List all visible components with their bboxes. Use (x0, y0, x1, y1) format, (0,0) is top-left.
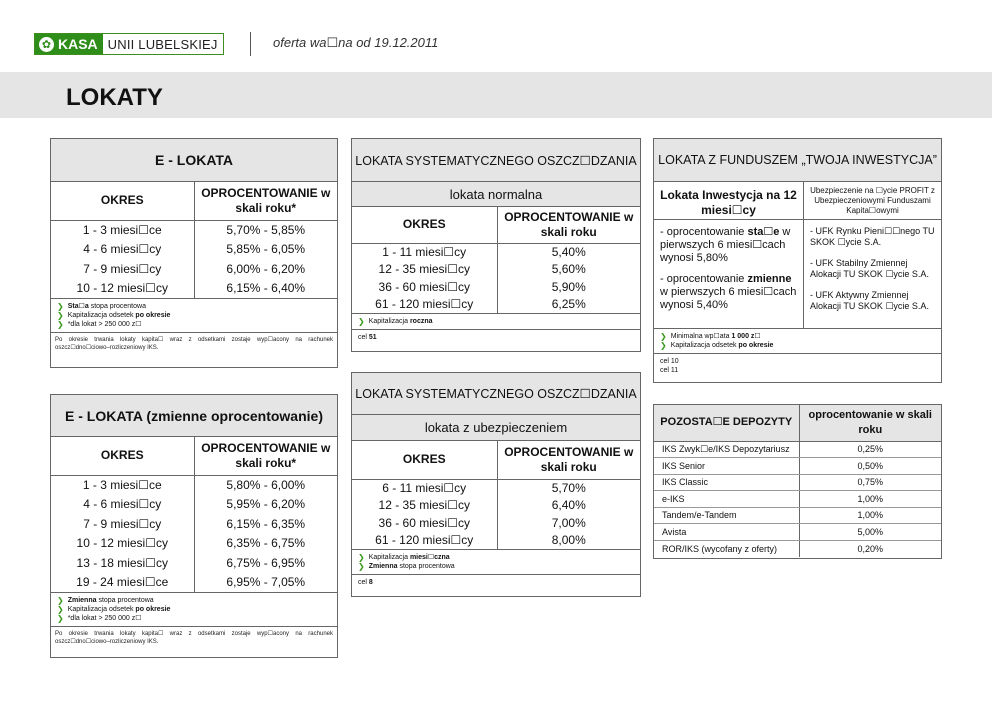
rate-cell: 6,95% - 7,05% (194, 573, 337, 593)
table-row (51, 279, 337, 299)
deposit-name-cell: Avista (654, 524, 799, 541)
fund-right-item: - UFK Aktywny Zmiennej Alokacji TU SKOK ☐ycie S.A. (810, 290, 929, 311)
table-row (51, 514, 337, 534)
table-row (352, 261, 640, 279)
e-lokata-zmienne-table (51, 437, 337, 592)
okres-cell: 36 - 60 miesi☐cy (378, 515, 470, 530)
okres-cell: 12 - 35 miesi☐cy (378, 262, 470, 277)
table-row (352, 514, 640, 532)
rate-cell: 8,00% (497, 532, 640, 550)
note-text: Kapitalizacja miesi☐czna (368, 554, 450, 561)
table-row (51, 573, 337, 593)
chevron-right-icon: ❯ (358, 317, 365, 326)
sys-ins-notes (352, 549, 640, 574)
fund-right-item: - UFK Stabilny Zmiennej Alokacji TU SKOK ☐ycie S.A. (810, 258, 929, 279)
table-row (654, 491, 941, 508)
deposit-rate-cell: 0,75% (799, 474, 941, 491)
logo-unii-text: UNII LUBELSKIEJ (103, 34, 223, 54)
col-okres: OKRES (51, 182, 194, 220)
okres-cell: 61 - 120 miesi☐cy (375, 297, 474, 312)
header (0, 0, 992, 72)
note-text: Kapitalizacja odsetek po okresie (67, 312, 171, 319)
table-row (352, 296, 640, 314)
rate-cell: 7,00% (497, 514, 640, 532)
table-row (352, 497, 640, 515)
note-item (57, 596, 331, 605)
deposit-name-cell: IKS Classic (654, 474, 799, 491)
chevron-right-icon: ❯ (57, 605, 64, 614)
col-oprocentowanie: OPROCENTOWANIE w skali roku (497, 207, 640, 243)
header-divider (250, 32, 251, 56)
okres-cell: 7 - 9 miesi☐cy (83, 261, 162, 276)
sys-normal-table (352, 207, 640, 313)
rate-cell: 5,70% - 5,85% (194, 220, 337, 240)
rate-cell: 6,00% - 6,20% (194, 259, 337, 279)
fund-cel-1: cel 10 (660, 358, 679, 365)
offer-validity: oferta wa☐na od 19.12.2011 (273, 35, 439, 50)
note-item (57, 614, 331, 623)
okres-cell: 4 - 6 miesi☐cy (83, 242, 162, 257)
chevron-right-icon: ❯ (57, 596, 64, 605)
rate-cell: 6,15% - 6,40% (194, 279, 337, 299)
deposits-rows (654, 441, 941, 557)
sys-ins-table (352, 441, 640, 549)
fund-cel-2: cel 11 (660, 367, 679, 374)
chevron-right-icon: ❯ (57, 302, 64, 311)
logo-emblem-icon: ✿ (39, 37, 54, 52)
okres-cell: 1 - 11 miesi☐cy (382, 245, 467, 259)
okres-cell: 19 - 24 miesi☐ce (76, 575, 169, 590)
sys-normal-title: LOKATA SYSTEMATYCZNEGO OSZCZ☐DZANIA (352, 139, 640, 182)
okres-cell: 13 - 18 miesi☐cy (76, 555, 168, 570)
note-text: Kapitalizacja roczna (368, 318, 433, 325)
deposit-rate-cell: 0,20% (799, 540, 941, 557)
col-okres: OKRES (352, 207, 497, 243)
note-item (660, 332, 935, 341)
note-text: Kapitalizacja odsetek po okresie (67, 606, 171, 613)
col-oprocentowanie: OPROCENTOWANIE w skali roku* (194, 437, 337, 475)
sys-ins-box (351, 372, 641, 597)
note-text: Kapitalizacja odsetek po okresie (670, 342, 774, 349)
e-lokata-zmienne-box (50, 394, 338, 658)
note-text: Minimalna wp☐ata 1 000 z☐ (670, 333, 761, 340)
rate-cell: 5,90% (497, 278, 640, 296)
logo-kasa (35, 34, 103, 54)
sys-ins-subtitle: lokata z ubezpieczeniem (352, 415, 640, 441)
table-row (51, 240, 337, 260)
deposit-rate-cell: 1,00% (799, 507, 941, 524)
okres-cell: 7 - 9 miesi☐cy (83, 516, 162, 531)
col-oprocentowanie: OPROCENTOWANIE w skali roku* (194, 182, 337, 220)
rate-cell: 5,70% (497, 479, 640, 497)
table-row (654, 458, 941, 475)
table-row (51, 553, 337, 573)
okres-cell: 61 - 120 miesi☐cy (375, 533, 474, 548)
fund-right-head: Ubezpieczenie na ☐ycie PROFIT z Ubezpieczeniowymi Funduszami Kapita☐owymi (804, 182, 941, 220)
deposit-name-cell: IKS Zwyk☐e/IKS Depozytariusz (654, 441, 799, 458)
table-row (51, 495, 337, 515)
deposits-box (653, 404, 942, 559)
table-row (654, 507, 941, 524)
rate-cell: 6,25% (497, 296, 640, 314)
rate-cell: 5,80% - 6,00% (194, 475, 337, 495)
table-row (654, 540, 941, 557)
sys-normal-subtitle: lokata normalna (352, 182, 640, 207)
rate-cell: 5,85% - 6,05% (194, 240, 337, 260)
sys-ins-title: LOKATA SYSTEMATYCZNEGO OSZCZ☐DZANIA (352, 373, 640, 415)
rate-cell: 5,95% - 6,20% (194, 495, 337, 515)
note-item (57, 311, 331, 320)
table-row (654, 441, 941, 458)
e-lokata-zmienne-rows (51, 475, 337, 592)
deposit-rate-cell: 0,50% (799, 458, 941, 475)
table-row (51, 259, 337, 279)
col-oprocentowanie: OPROCENTOWANIE w skali roku (497, 441, 640, 479)
fund-right-item: - UFK Rynku Pieni☐☐nego TU SKOK ☐ycie S.A. (810, 226, 935, 247)
table-row (51, 220, 337, 240)
okres-cell: 1 - 3 miesi☐ce (82, 478, 162, 492)
page-title: LOKATY (66, 84, 163, 111)
chevron-right-icon: ❯ (358, 553, 365, 562)
chevron-right-icon: ❯ (57, 614, 64, 623)
okres-cell: 12 - 35 miesi☐cy (378, 498, 470, 513)
e-lokata-title: E - LOKATA (51, 139, 337, 182)
col-okres: OKRES (352, 441, 497, 479)
note-text: *dla lokat > 250 000 z☐ (67, 615, 142, 622)
fund-cel (654, 353, 941, 378)
fund-content (654, 182, 941, 329)
rate-cell: 5,40% (497, 243, 640, 261)
deposit-rate-cell: 5,00% (799, 524, 941, 541)
sys-ins-cel: cel 8 (352, 574, 640, 590)
okres-cell: 6 - 11 miesi☐cy (382, 481, 467, 495)
table-row (51, 534, 337, 554)
e-lokata-zmienne-footnote: Po okresie trwania lokaty kapita☐ wraz z odsetkami zostaje wyp☐acony na rachunek oszcz☐dno☐ciowo–rozliczeniowy IKS. (51, 626, 337, 649)
rate-cell: 6,40% (497, 497, 640, 515)
fund-box (653, 138, 942, 383)
sys-normal-cel: cel 51 (352, 329, 640, 345)
note-text: Zmienna stopa procentowa (67, 597, 154, 604)
note-item (358, 317, 634, 326)
fund-left-items (654, 220, 803, 326)
rate-cell: 6,75% - 6,95% (194, 553, 337, 573)
deposit-name-cell: Tandem/e-Tandem (654, 507, 799, 524)
e-lokata-table (51, 182, 337, 298)
e-lokata-zmienne-notes (51, 592, 337, 626)
deposit-name-cell: ROR/IKS (wycofany z oferty) (662, 543, 778, 554)
fund-notes (654, 329, 941, 353)
okres-cell: 10 - 12 miesi☐cy (76, 281, 168, 296)
fund-title: LOKATA Z FUNDUSZEM „TWOJA INWESTYCJA” (654, 139, 941, 182)
fund-right-col (804, 182, 941, 328)
note-text: Sta☐a stopa procentowa (67, 303, 146, 310)
okres-cell: 1 - 3 miesi☐ce (82, 223, 162, 237)
e-lokata-rows (51, 220, 337, 298)
fund-left-head: Lokata Inwestycja na 12 miesi☐cy (654, 182, 803, 220)
note-item (57, 320, 331, 329)
deposit-name-cell: IKS Senior (654, 458, 799, 475)
chevron-right-icon: ❯ (660, 332, 667, 341)
deposit-name-cell: e-IKS (654, 491, 799, 508)
e-lokata-zmienne-title: E - LOKATA (zmienne oprocentowanie) (51, 395, 337, 437)
note-item (660, 341, 935, 350)
table-row (352, 532, 640, 550)
e-lokata-footnote: Po okresie trwania lokaty kapita☐ wraz z odsetkami zostaje wyp☐acony na rachunek oszcz☐dno☐ciowo–rozliczeniowy IKS. (51, 332, 337, 355)
note-item (358, 553, 634, 562)
col-deposit-rate: oprocentowanie w skali roku (799, 405, 941, 441)
table-row (352, 278, 640, 296)
table-row (51, 475, 337, 495)
e-lokata-box (50, 138, 338, 368)
fund-left-item: - oprocentowanie zmienne w pierwszych 6 miesi☐cach wynosi 5,40% (660, 273, 797, 311)
fund-left-item: - oprocentowanie sta☐e w pierwszych 6 miesi☐cach wynosi 5,80% (660, 226, 791, 264)
logo (34, 33, 224, 55)
note-item (57, 302, 331, 311)
table-row (654, 474, 941, 491)
table-row (352, 479, 640, 497)
chevron-right-icon: ❯ (57, 320, 64, 329)
chevron-right-icon: ❯ (358, 562, 365, 571)
col-okres: OKRES (51, 437, 194, 475)
deposit-rate-cell: 0,25% (799, 441, 941, 458)
chevron-right-icon: ❯ (57, 311, 64, 320)
e-lokata-notes (51, 298, 337, 332)
okres-cell: 4 - 6 miesi☐cy (83, 497, 162, 512)
note-text: *dla lokat > 250 000 z☐ (67, 321, 142, 328)
sys-ins-rows (352, 479, 640, 549)
table-row (352, 243, 640, 261)
deposits-table (654, 405, 941, 557)
table-row (654, 524, 941, 541)
chevron-right-icon: ❯ (660, 341, 667, 350)
okres-cell: 10 - 12 miesi☐cy (76, 536, 168, 551)
okres-cell: 36 - 60 miesi☐cy (378, 279, 470, 294)
rate-cell: 6,35% - 6,75% (194, 534, 337, 554)
sys-normal-box (351, 138, 641, 352)
rate-cell: 5,60% (497, 261, 640, 279)
fund-left-col (654, 182, 804, 328)
note-text: Zmienna stopa procentowa (368, 563, 455, 570)
note-item (358, 562, 634, 571)
rate-cell: 6,15% - 6,35% (194, 514, 337, 534)
sys-normal-rows (352, 243, 640, 313)
logo-kasa-text: KASA (58, 36, 98, 52)
sys-normal-notes (352, 313, 640, 329)
fund-right-items (804, 220, 941, 328)
note-item (57, 605, 331, 614)
deposit-rate-cell: 1,00% (799, 491, 941, 508)
col-deposit-name: POZOSTA☐E DEPOZYTY (654, 405, 799, 441)
